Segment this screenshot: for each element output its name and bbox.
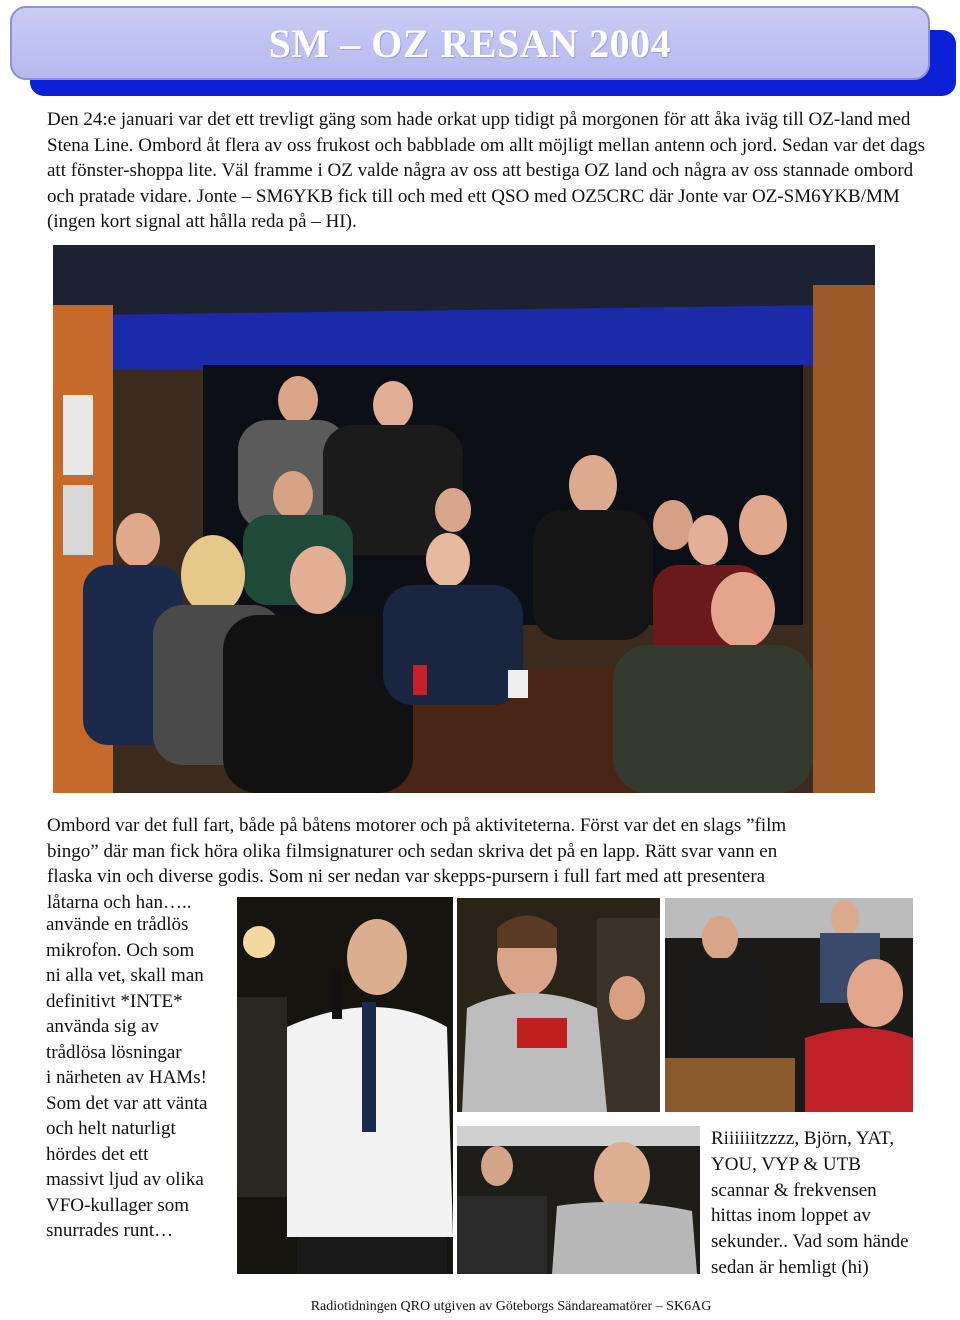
page-footer: Radiotidningen QRO utgiven av Göteborgs Sändareamatörer – SK6AG bbox=[310, 1299, 712, 1314]
page-title: SM – OZ RESAN 2004 bbox=[268, 20, 672, 66]
scanner-photo bbox=[457, 1126, 700, 1274]
microphone-text-line: i närheten av HAMs! bbox=[46, 1067, 207, 1088]
microphone-text-line: Som det var att vänta bbox=[46, 1092, 208, 1114]
scanner-caption-line: hittas inom loppet av bbox=[711, 1205, 871, 1227]
microphone-text-line: ni alla vet, skall man bbox=[46, 965, 204, 986]
scanner-caption-line: Riiiiiitzzzz, Björn, YAT, bbox=[711, 1128, 895, 1149]
microphone-text-line: använda sig av bbox=[46, 1016, 159, 1037]
listener-photo bbox=[457, 898, 660, 1112]
scanner-caption-line: sekunder.. Vad som hände bbox=[711, 1231, 909, 1253]
activities-line: låtarna och han….. bbox=[47, 891, 192, 913]
activities-line: bingo” där man fick höra olika filmsignaturer och sedan skriva det på en lapp. Rätt svar vann en bbox=[47, 840, 778, 862]
microphone-text-line: snurrades runt… bbox=[46, 1220, 174, 1241]
scanner-caption bbox=[711, 1126, 951, 1281]
microphone-text-line: trådlösa lösningar bbox=[46, 1041, 182, 1063]
microphone-text bbox=[46, 912, 236, 1244]
microphone-text-line: använde en trådlös bbox=[46, 914, 189, 935]
scanner-caption-line: scannar & frekvensen bbox=[711, 1179, 877, 1201]
microphone-text-line: massivt ljud av olika bbox=[46, 1169, 204, 1190]
scanner-caption-line: sedan är hemligt (hi) bbox=[711, 1256, 869, 1278]
microphone-text-line: VFO-kullager som bbox=[46, 1194, 190, 1216]
title-banner bbox=[10, 6, 930, 80]
activities-line: Ombord var det full fart, både på båtens motorer och på aktiviteterna. Först var det en slags ”film bbox=[47, 815, 787, 836]
activities-line: flaska vin och diverse godis. Som ni ser nedan var skepps-pursern i full fart med att presentera bbox=[47, 866, 766, 887]
intro-paragraph: Den 24:e januari var det ett trevligt gäng som hade orkat upp tidigt på morgonen för att åka iväg till OZ-land med Stena Line. Ombord åt flera av oss frukost och babblade om allt möjligt mellan antenn och jord. Sedan var det dags att fönster-shoppa lite. Väl framme i OZ valde några av oss att bestiga OZ land och några av oss stannade ombord och pratade vidare. Jonte – SM6YKB fick till och med ett QSO med OZ5CRC där Jonte var OZ-SM6YKB/MM (ingen kort signal att hålla reda på – HI). bbox=[47, 109, 925, 232]
scanner-caption-line: YOU, VYP & UTB bbox=[711, 1153, 861, 1175]
purser-photo bbox=[237, 897, 453, 1274]
microphone-text-line: hördes det ett bbox=[46, 1143, 149, 1165]
microphone-text-line: och helt naturligt bbox=[46, 1118, 176, 1139]
group-photo bbox=[53, 245, 875, 793]
table-photo bbox=[665, 898, 913, 1112]
microphone-text-line: mikrofon. Och som bbox=[46, 939, 195, 961]
microphone-text-line: definitivt *INTE* bbox=[46, 990, 183, 1012]
